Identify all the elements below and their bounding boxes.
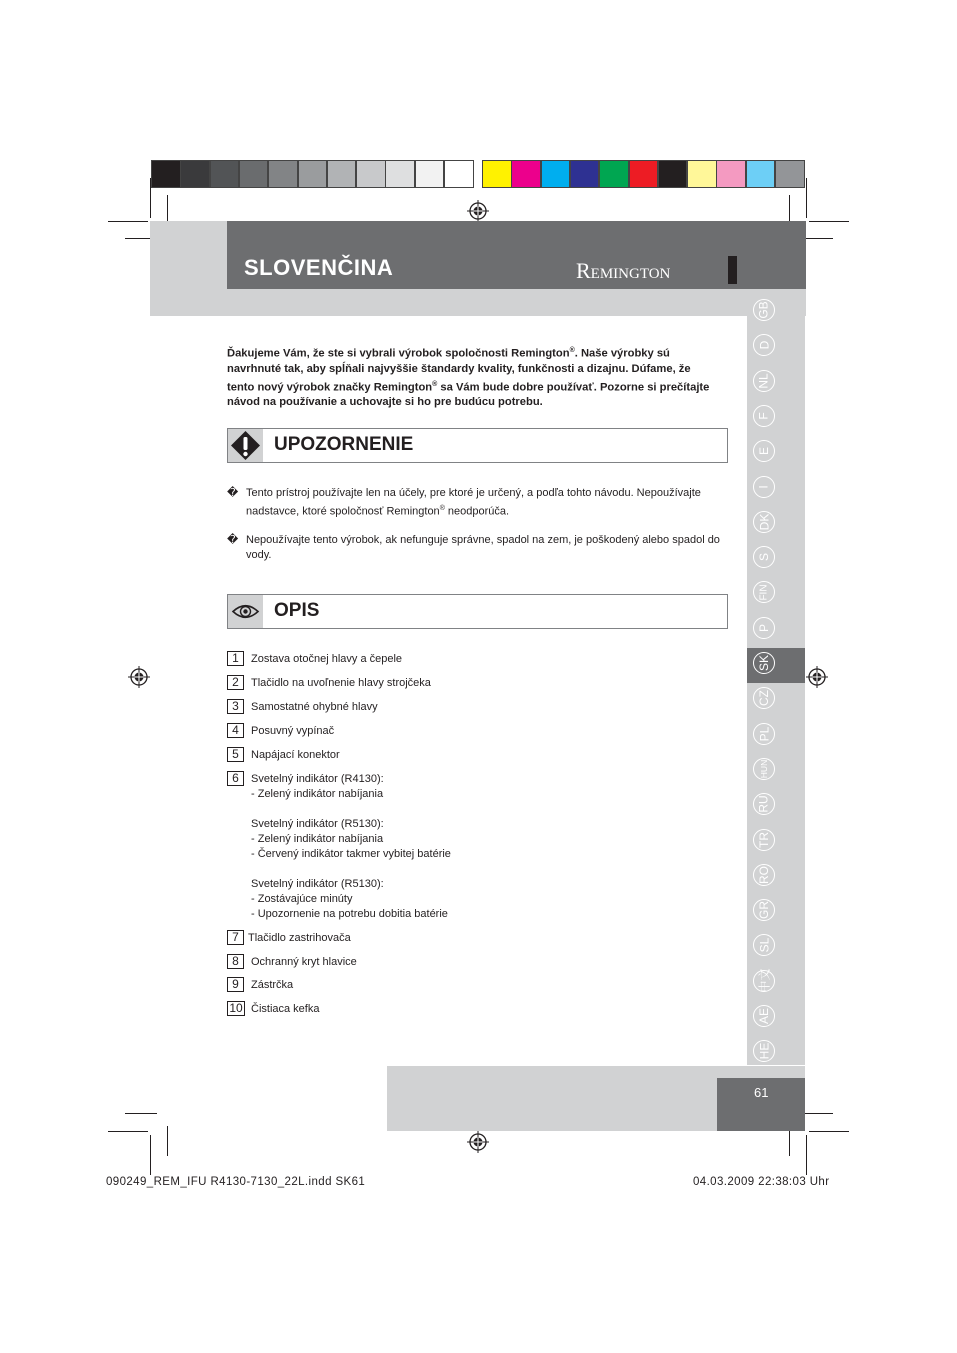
item-label: Napájací konektor xyxy=(251,749,340,761)
intro-text-1: Ďakujeme Vám, že ste si vybrali výrobok spoločnosti Remington xyxy=(227,347,570,360)
language-tab-6[interactable] xyxy=(753,511,775,533)
intro-paragraph xyxy=(227,343,721,410)
language-tab-label: GB xyxy=(757,301,771,319)
color-swatch xyxy=(385,160,415,188)
item-label: Svetelný indikátor (R4130): xyxy=(251,773,384,785)
color-swatch xyxy=(716,160,746,188)
language-tab-label: SK xyxy=(756,654,771,672)
item-number: 4 xyxy=(227,723,244,738)
language-tab-label: PL xyxy=(757,726,771,741)
item-6-subline: - Zelený indikátor nabíjania xyxy=(251,788,384,800)
bullet-text: Tento prístroj používajte len na účely, pre ktoré je určený, a podľa tohto návodu. Nepoužívajte nadstavce, ktoré spoločnosť Remington xyxy=(246,487,701,518)
language-tab-13[interactable] xyxy=(753,758,775,780)
item-label: Tlačidlo zastrihovača xyxy=(248,932,351,944)
page-number: 61 xyxy=(754,1085,769,1100)
language-tab-9[interactable] xyxy=(753,617,775,639)
language-tab-17[interactable] xyxy=(753,899,775,921)
warning-icon xyxy=(228,429,263,462)
color-swatch xyxy=(599,160,629,188)
registered-mark: ® xyxy=(439,505,445,512)
description-title: OPIS xyxy=(274,600,320,621)
intro-text-2: . Naše výrobky sú navrhnuté tak, aby spĺňali najvyššie štandardy kvality, funkčnosti a dizajnu. Dúfame, že tento nový výrobok značky Remington xyxy=(227,347,691,394)
language-tab-label: RU xyxy=(757,795,771,813)
brand-name: Remington xyxy=(576,258,671,283)
color-swatch xyxy=(239,160,269,188)
slug-date: 04.03.2009 22:38:03 Uhr xyxy=(693,1176,830,1188)
language-tab-label: AE xyxy=(756,1007,771,1025)
color-swatch xyxy=(444,160,474,188)
language-tab-label: DK xyxy=(756,513,771,531)
color-swatch xyxy=(415,160,445,188)
language-tab-10[interactable] xyxy=(753,652,775,674)
color-swatch xyxy=(482,160,512,188)
language-tab-label: CZ xyxy=(757,690,771,707)
item-label: Ochranný kryt hlavice xyxy=(251,956,357,968)
item-label: Tlačidlo na uvoľnenie hlavy strojčeka xyxy=(251,677,431,689)
color-swatch xyxy=(658,160,688,188)
item-6-subline: - Červený indikátor takmer vybitej batérie xyxy=(251,848,451,860)
item-6-subline: Svetelný indikátor (R5130): xyxy=(251,818,384,830)
item-number: 10 xyxy=(227,1001,245,1016)
language-tab-19[interactable] xyxy=(753,970,775,992)
language-tab-0[interactable] xyxy=(753,299,775,321)
eye-icon xyxy=(228,595,263,628)
language-tab-20[interactable] xyxy=(753,1005,775,1027)
crop-mark xyxy=(806,1135,807,1175)
color-swatch xyxy=(541,160,571,188)
language-tab-label: SL xyxy=(757,938,771,953)
language-tab-label: 中文 xyxy=(757,968,772,993)
crop-mark xyxy=(125,1113,157,1114)
crop-mark xyxy=(809,221,849,222)
brand-logo xyxy=(576,258,670,284)
registration-mark-icon xyxy=(128,666,150,688)
item-label: Samostatné ohybné hlavy xyxy=(251,701,378,713)
item-number: 2 xyxy=(227,675,244,690)
item-6-subline: - Zostávajúce minúty xyxy=(251,893,353,905)
language-tab-label: FIN xyxy=(758,584,770,601)
color-swatch xyxy=(356,160,386,188)
language-tab-12[interactable] xyxy=(753,723,775,745)
color-swatch xyxy=(298,160,328,188)
color-swatch xyxy=(746,160,776,188)
language-tab-label: TR xyxy=(757,831,771,848)
registered-mark: ® xyxy=(432,380,438,388)
crop-mark xyxy=(167,1126,168,1156)
item-number: 5 xyxy=(227,747,244,762)
bullet-text-end: neodporúča. xyxy=(444,505,510,518)
language-tab-label: RO xyxy=(757,865,771,884)
color-swatch xyxy=(268,160,298,188)
language-tab-label: NL xyxy=(757,372,771,389)
item-number: 9 xyxy=(227,977,244,992)
language-tab-label: P xyxy=(756,623,771,632)
color-swatch xyxy=(327,160,357,188)
slug-filename: 090249_REM_IFU R4130-7130_22L.indd SK61 xyxy=(106,1176,366,1188)
description-section-header xyxy=(227,594,728,629)
warning-section-header xyxy=(227,428,728,463)
item-6-subline: - Zelený indikátor nabíjania xyxy=(251,833,384,845)
color-swatch xyxy=(570,160,600,188)
item-number: 8 xyxy=(227,954,244,969)
crop-mark xyxy=(802,1113,833,1114)
language-tab-label: D xyxy=(756,340,771,350)
registration-mark-icon xyxy=(806,666,828,688)
warning-bullet-text: Nepoužívajte tento výrobok, ak nefunguje správne, spadol na zem, je poškodený alebo spadol do vody. xyxy=(246,534,720,561)
item-number: 7 xyxy=(227,930,244,945)
language-tab-label: I xyxy=(757,484,771,489)
item-number: 1 xyxy=(227,651,244,666)
language-tab-5[interactable] xyxy=(753,476,775,498)
language-tab-label: E xyxy=(756,447,771,456)
color-swatch xyxy=(210,160,240,188)
language-tab-label: F xyxy=(757,412,771,420)
registration-mark-icon xyxy=(467,200,489,222)
item-label: Posuvný vypínač xyxy=(251,725,335,737)
crop-mark xyxy=(150,1135,151,1175)
crop-mark xyxy=(108,221,148,222)
warning-bullet-text xyxy=(246,486,732,520)
color-swatch xyxy=(775,160,805,188)
color-swatch xyxy=(151,160,181,188)
crop-mark xyxy=(806,178,807,218)
item-number: 6 xyxy=(227,771,244,786)
item-number: 3 xyxy=(227,699,244,714)
language-tab-label: GR xyxy=(757,901,771,920)
intro-text-3: sa Vám bude dobre používať. Pozorne si prečítajte návod na používanie a uchovajte si ho pre budúcu potrebu. xyxy=(227,381,710,409)
crop-mark xyxy=(809,1131,849,1132)
language-tab-15[interactable] xyxy=(753,829,775,851)
brand-bar xyxy=(728,256,737,284)
language-tab-7[interactable] xyxy=(753,546,775,568)
item-6-subline: Svetelný indikátor (R5130): xyxy=(251,878,384,890)
color-swatch xyxy=(511,160,541,188)
registered-mark: ® xyxy=(569,347,575,354)
item-label: Čistiaca kefka xyxy=(251,1003,320,1015)
color-swatch xyxy=(687,160,717,188)
crop-mark xyxy=(150,178,151,218)
language-tab-3[interactable] xyxy=(753,405,775,427)
language-tab-label: HE xyxy=(756,1042,771,1060)
language-tab-16[interactable] xyxy=(753,864,775,886)
item-6-subline: - Upozornenie na potrebu dobitia batérie xyxy=(251,908,448,920)
color-swatch xyxy=(180,160,210,188)
language-tab-2[interactable] xyxy=(753,370,775,392)
crop-mark xyxy=(108,1131,148,1132)
color-swatch xyxy=(629,160,659,188)
language-tab-label: S xyxy=(756,553,771,562)
language-tab-label: HUN xyxy=(758,759,769,779)
warning-title: UPOZORNENIE xyxy=(274,434,414,455)
item-label: Zástrčka xyxy=(251,979,294,991)
bullet-mark: � xyxy=(227,487,239,499)
registration-mark-icon xyxy=(467,1131,489,1153)
page-title: SLOVENČINA xyxy=(244,255,394,280)
bullet-mark: � xyxy=(227,534,239,546)
item-label: Zostava otočnej hlavy a čepele xyxy=(251,653,403,665)
